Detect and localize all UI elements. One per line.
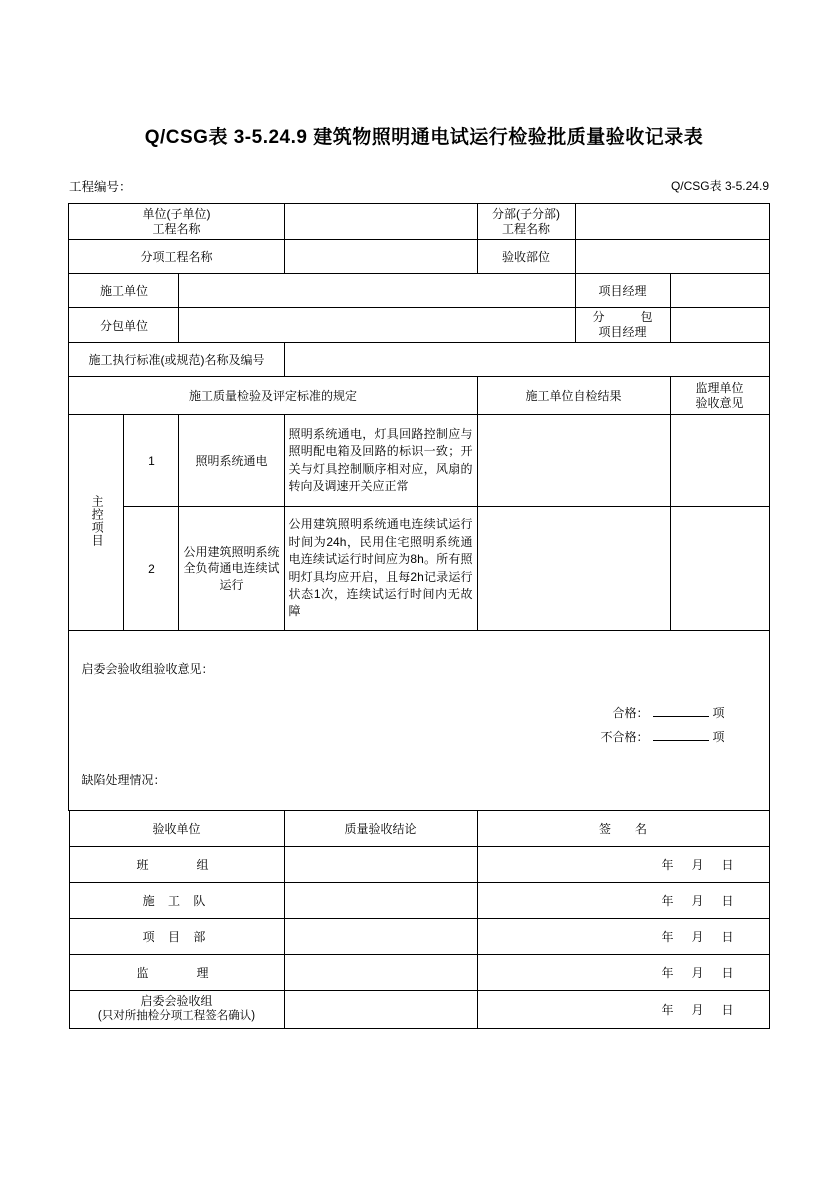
info-table <box>68 203 769 811</box>
unqualified-count-row <box>73 725 724 749</box>
item-supervisor-value[interactable] <box>670 415 769 507</box>
acceptance-part-label: 验收部位 <box>477 240 575 274</box>
table-row <box>69 507 769 631</box>
project-manager-value[interactable] <box>670 274 769 308</box>
criteria-header: 施工质量检验及评定标准的规定 <box>69 377 477 415</box>
signature-name-team[interactable] <box>477 847 769 883</box>
subcontract-unit-value[interactable] <box>179 308 575 343</box>
table-row <box>69 919 769 955</box>
table-row <box>69 415 769 507</box>
signature-header-name: 签 名 <box>477 811 769 847</box>
acceptance-counts <box>73 701 764 749</box>
project-manager-label: 项目经理 <box>575 274 670 308</box>
signature-unit-supervisor: 监 理 <box>69 955 284 991</box>
signature-name-project-dept[interactable] <box>477 919 769 955</box>
item-requirement-text: 公用建筑照明系统通电连续试运行时间为24h，民用住宅照明系统通电连续试运行时间应为8h。所有照明灯具均应开启，且每2h记录运行状态1次，连续试运行时间内无故障 <box>284 507 477 631</box>
standard-value[interactable] <box>284 343 769 377</box>
construction-unit-label: 施工单位 <box>69 274 179 308</box>
table-row <box>69 991 769 1029</box>
signature-conclusion-supervisor[interactable] <box>284 955 477 991</box>
part-project-name-label: 分部(子分部) 工程名称 <box>477 204 575 240</box>
form-code: Q/CSG表 3-5.24.9 <box>670 179 769 193</box>
sub-project-name-label: 分项工程名称 <box>69 240 284 274</box>
subcontract-unit-label: 分包单位 <box>69 308 179 343</box>
subcontract-manager-label: 分 包 项目经理 <box>575 308 670 343</box>
unit-project-name-value[interactable] <box>284 204 477 240</box>
item-name: 照明系统通电 <box>179 415 284 507</box>
signature-header-conclusion: 质量验收结论 <box>284 811 477 847</box>
subcontract-manager-value[interactable] <box>670 308 769 343</box>
signature-conclusion-committee[interactable] <box>284 991 477 1029</box>
signature-date-crew: 年 月 日 <box>661 894 737 908</box>
part-project-name-value[interactable] <box>575 204 769 240</box>
table-row <box>69 883 769 919</box>
subheader <box>69 177 769 197</box>
acceptance-opinion-title: 启委会验收组验收意见： <box>81 661 214 676</box>
qualified-label: 合格： <box>612 705 649 720</box>
defect-handling-label: 缺陷处理情况： <box>81 772 166 787</box>
table-row <box>69 847 769 883</box>
signature-conclusion-project-dept[interactable] <box>284 919 477 955</box>
acceptance-part-value[interactable] <box>575 240 769 274</box>
qualified-input[interactable] <box>653 716 709 717</box>
unqualified-label: 不合格： <box>600 729 649 744</box>
table-row <box>69 308 769 343</box>
signature-header-row <box>69 811 769 847</box>
table-row <box>69 274 769 308</box>
item-self-check-value[interactable] <box>477 507 670 631</box>
section-label-main-control: 主控项目 <box>69 415 124 631</box>
sub-project-name-value[interactable] <box>284 240 477 274</box>
item-supervisor-value[interactable] <box>670 507 769 631</box>
item-number: 2 <box>124 507 179 631</box>
signature-date-team: 年 月 日 <box>661 858 737 872</box>
signature-unit-crew: 施 工 队 <box>69 883 284 919</box>
project-number-label: 工程编号： <box>69 180 132 194</box>
qualified-count-row <box>73 701 724 725</box>
supervisor-header: 监理单位 验收意见 <box>670 377 769 415</box>
signature-name-crew[interactable] <box>477 883 769 919</box>
signature-name-committee[interactable] <box>477 991 769 1029</box>
signature-header-unit: 验收单位 <box>69 811 284 847</box>
item-number: 1 <box>124 415 179 507</box>
construction-unit-value[interactable] <box>179 274 575 308</box>
self-check-header: 施工单位自检结果 <box>477 377 670 415</box>
signature-conclusion-crew[interactable] <box>284 883 477 919</box>
qualified-unit: 项 <box>712 705 725 720</box>
table-row <box>69 240 769 274</box>
table-row <box>69 343 769 377</box>
acceptance-opinion-row <box>69 631 769 811</box>
unit-project-name-label: 单位(子单位) 工程名称 <box>69 204 284 240</box>
signature-unit-project-dept: 项 目 部 <box>69 919 284 955</box>
signature-table <box>69 810 770 1029</box>
signature-unit-committee: 启委会验收组 (只对所抽检分项工程签名确认) <box>69 991 284 1029</box>
signature-conclusion-team[interactable] <box>284 847 477 883</box>
acceptance-opinion-cell[interactable] <box>69 631 769 811</box>
standard-label: 施工执行标准(或规范)名称及编号 <box>69 343 284 377</box>
signature-date-committee: 年 月 日 <box>661 1003 737 1017</box>
page-title: Q/CSG表 3-5.24.9 建筑物照明通电试运行检验批质量验收记录表 <box>144 127 704 148</box>
criteria-header-row <box>69 377 769 415</box>
unqualified-input[interactable] <box>653 740 709 741</box>
unqualified-unit: 项 <box>712 729 725 744</box>
item-self-check-value[interactable] <box>477 415 670 507</box>
table-row <box>69 204 769 240</box>
item-requirement-text: 照明系统通电，灯具回路控制应与照明配电箱及回路的标识一致；开关与灯具控制顺序相对应，风扇的转向及调速开关应正常 <box>284 415 477 507</box>
signature-unit-team: 班 组 <box>69 847 284 883</box>
signature-name-supervisor[interactable] <box>477 955 769 991</box>
item-name: 公用建筑照明系统全负荷通电连续试运行 <box>179 507 284 631</box>
table-row <box>69 955 769 991</box>
signature-date-project-dept: 年 月 日 <box>661 930 737 944</box>
signature-date-supervisor: 年 月 日 <box>661 966 737 980</box>
